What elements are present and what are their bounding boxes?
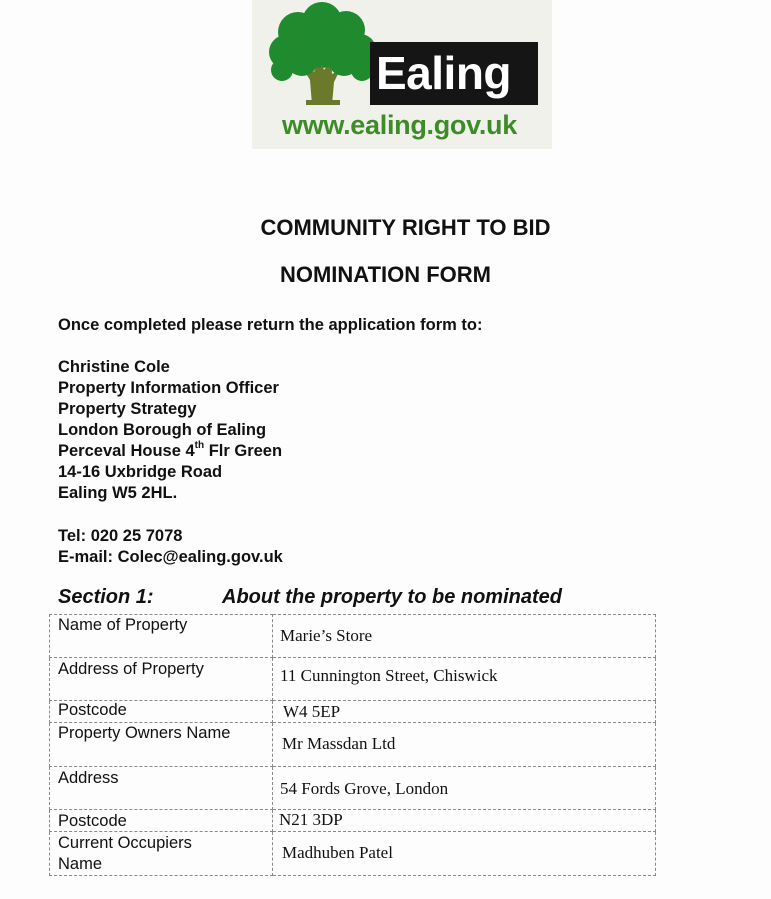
form-title: COMMUNITY RIGHT TO BID — [260, 215, 551, 240]
owner-postcode-label: Postcode — [50, 810, 273, 832]
contact-organisation: London Borough of Ealing — [58, 421, 267, 439]
contact-name: Christine Cole — [58, 358, 170, 376]
property-postcode-label: Postcode — [50, 701, 273, 723]
section-title: About the property to be nominated — [222, 586, 562, 608]
table-row — [50, 701, 656, 723]
contact-role: Property Information Officer — [58, 379, 279, 397]
form-subtitle: NOMINATION FORM — [279, 262, 491, 287]
property-name-field[interactable]: Marie’s Store — [273, 615, 656, 658]
section-number: Section 1: — [58, 586, 154, 608]
return-address — [58, 357, 282, 504]
occupier-name-field[interactable]: Madhuben Patel — [273, 832, 656, 876]
return-instructions: Once completed please return the application form to: — [58, 316, 483, 334]
contact-details — [58, 526, 283, 568]
ealing-website-url[interactable]: www.ealing.gov.uk — [282, 110, 517, 140]
ealing-wordmark: Ealing — [370, 42, 538, 105]
contact-building: Perceval House 4th Flr Green — [58, 439, 283, 460]
property-address-label: Address of Property — [50, 658, 273, 701]
occupier-name-label: Current Occupiers Name — [50, 832, 273, 876]
ealing-logo — [252, 0, 552, 149]
table-row — [50, 832, 656, 876]
table-row — [50, 723, 656, 767]
property-postcode-field[interactable]: W4 5EP — [273, 701, 656, 723]
contact-department: Property Strategy — [58, 400, 197, 418]
contact-town: Ealing W5 2HL. — [58, 484, 178, 502]
table-row — [50, 767, 656, 810]
property-name-label: Name of Property — [50, 615, 273, 658]
property-form-table — [49, 614, 656, 876]
owner-postcode-field[interactable]: N21 3DP — [273, 810, 656, 832]
owner-address-field[interactable]: 54 Fords Grove, London — [273, 767, 656, 810]
property-address-field[interactable]: 11 Cunnington Street, Chiswick — [273, 658, 656, 701]
owner-name-label: Property Owners Name — [50, 723, 273, 767]
contact-telephone: Tel: 020 25 7078 — [58, 527, 183, 545]
table-row — [50, 615, 656, 658]
owner-address-label: Address — [50, 767, 273, 810]
section-heading — [58, 586, 562, 609]
table-row — [50, 658, 656, 701]
contact-email[interactable]: E-mail: Colec@ealing.gov.uk — [58, 548, 283, 566]
owner-name-field[interactable]: Mr Massdan Ltd — [273, 723, 656, 767]
contact-street: 14-16 Uxbridge Road — [58, 463, 223, 481]
table-row — [50, 810, 656, 832]
